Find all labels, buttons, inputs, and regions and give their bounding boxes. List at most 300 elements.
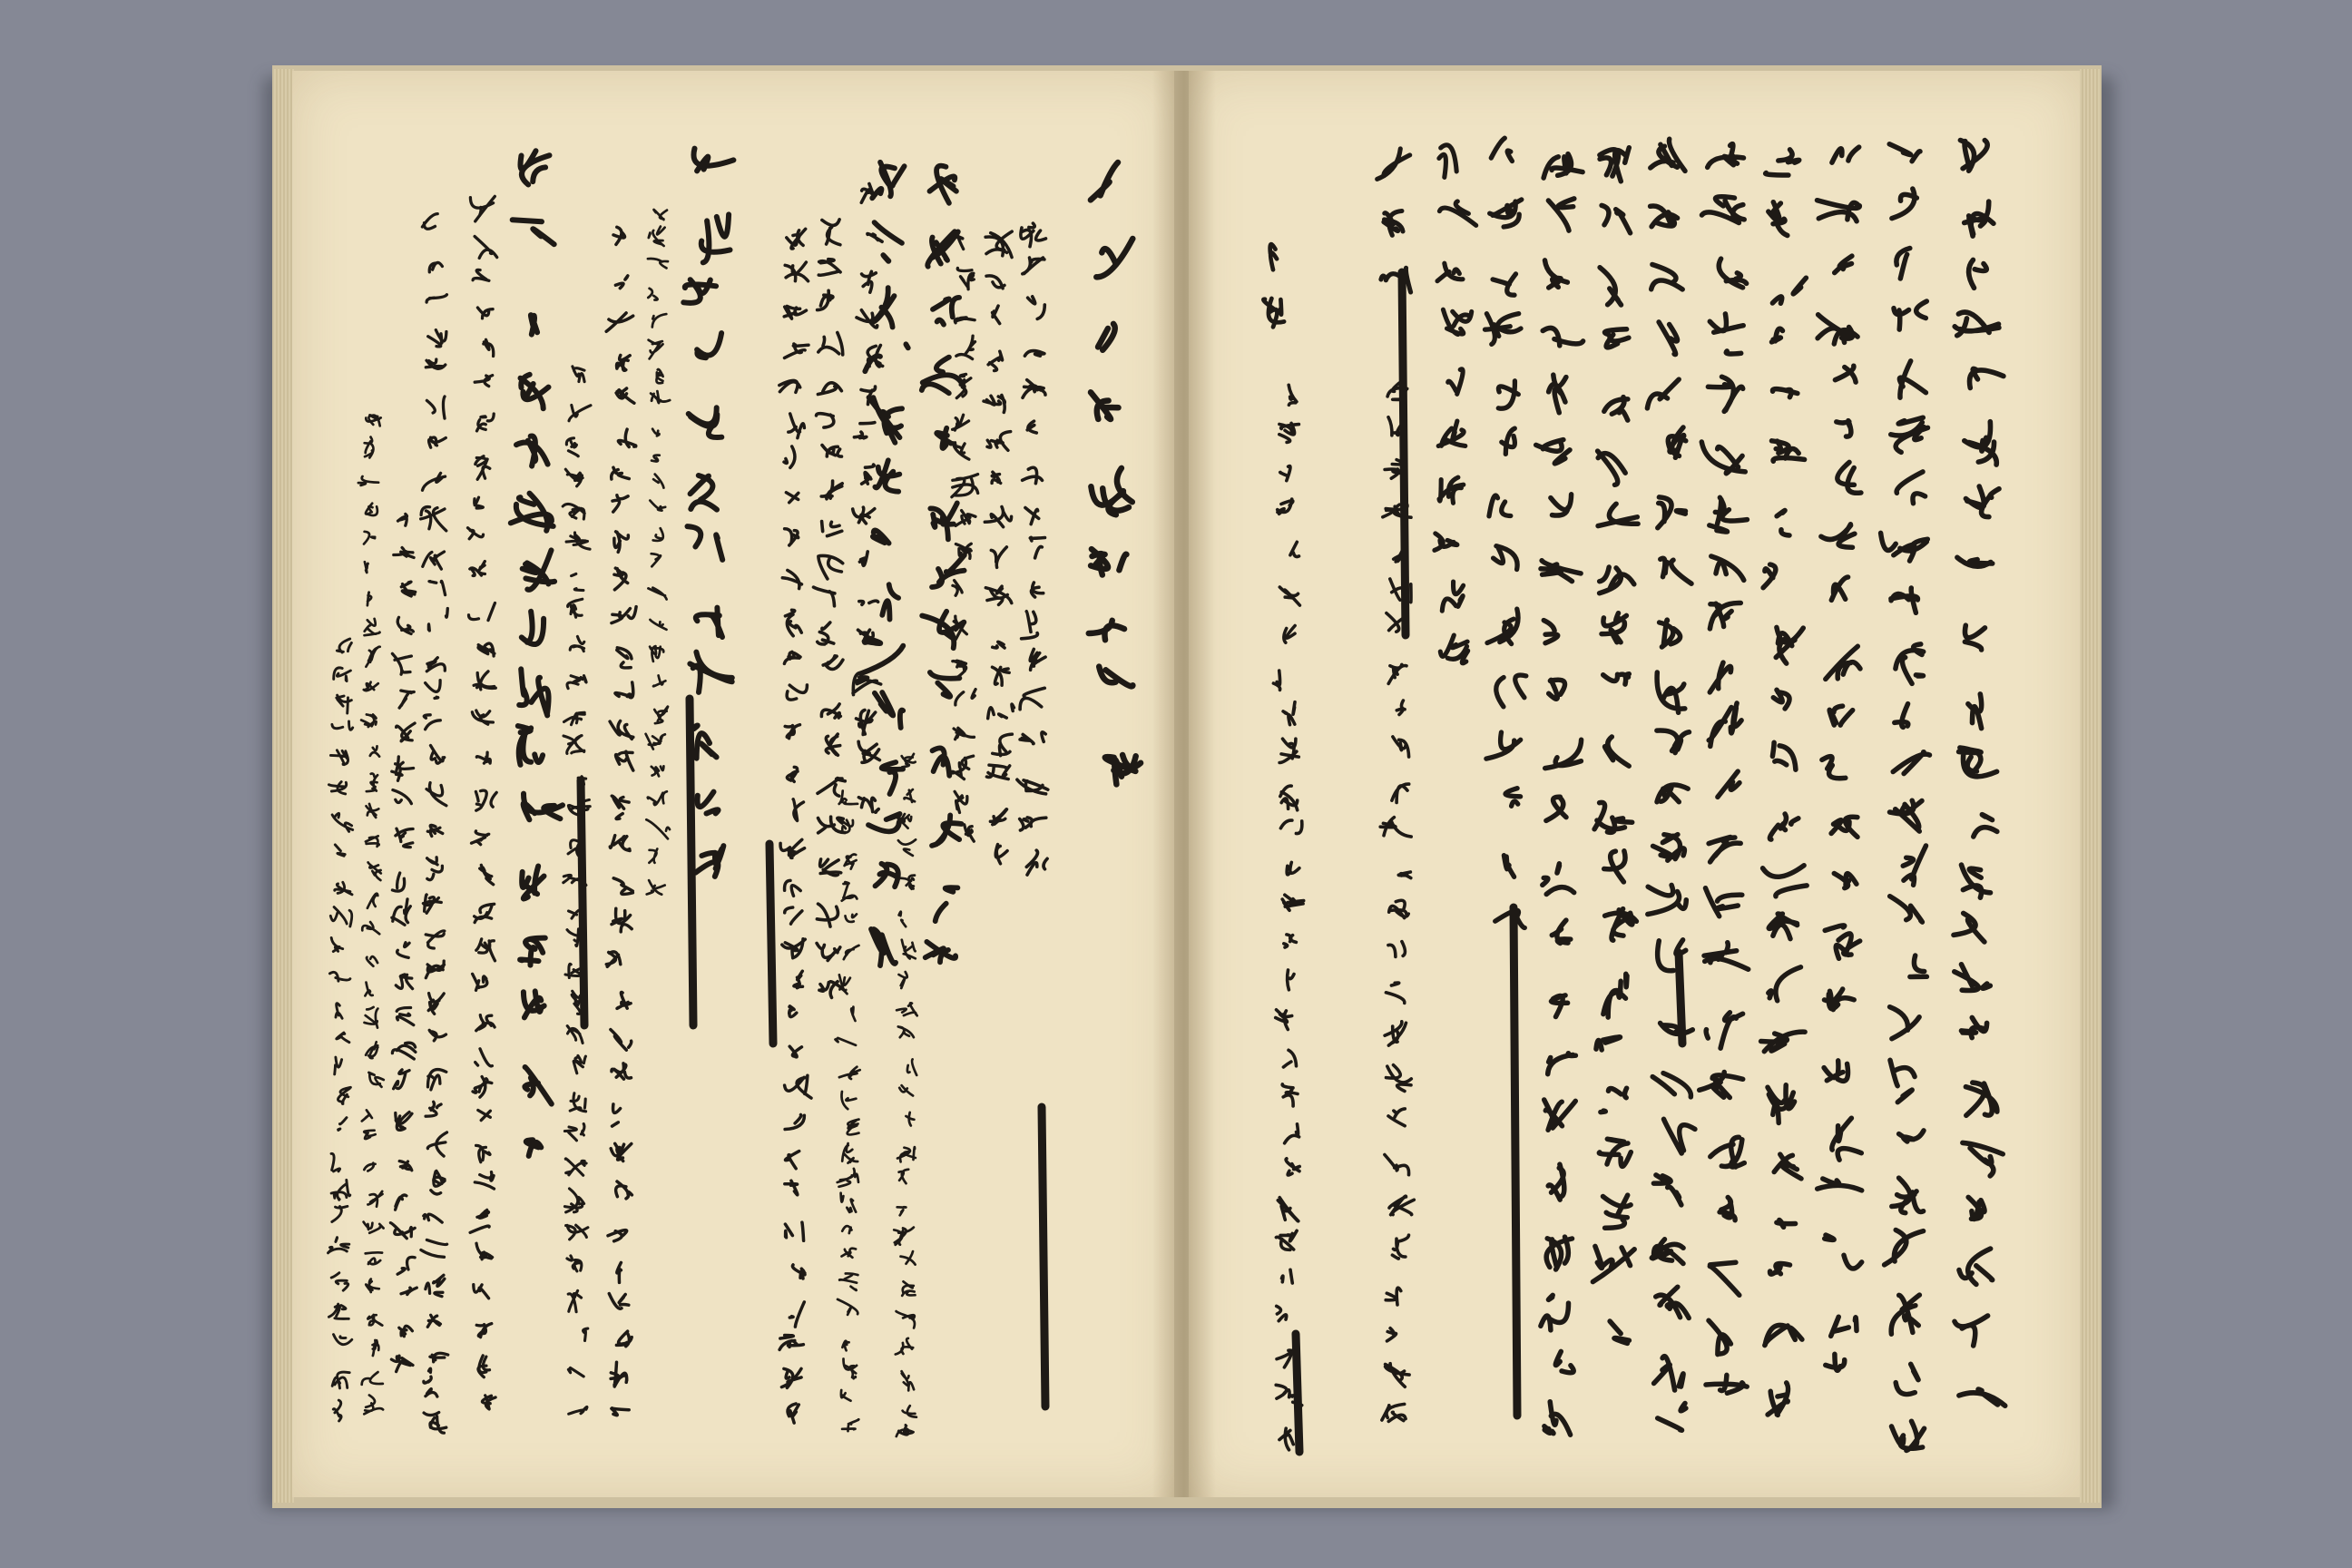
handwritten-glyph [1661,1024,1693,1034]
handwritten-glyph [782,939,806,958]
handwritten-glyph [566,533,590,549]
handwritten-glyph [1091,468,1132,514]
handwritten-glyph [362,922,379,934]
left-text-column-6 [922,166,965,963]
handwritten-glyph [954,728,974,739]
handwritten-glyph [1772,441,1805,462]
handwritten-glyph [1837,421,1851,436]
handwritten-glyph [1896,472,1925,504]
handwritten-glyph [476,939,495,961]
handwritten-glyph [955,318,975,323]
handwritten-glyph [1959,748,1997,777]
handwritten-glyph [1091,162,1118,200]
handwritten-glyph [844,946,859,959]
handwritten-glyph [875,692,903,728]
handwritten-glyph [392,1043,416,1059]
handwritten-glyph [1892,1178,1924,1213]
handwritten-glyph [364,532,375,544]
handwritten-glyph [882,762,903,794]
handwritten-glyph [965,825,975,841]
handwritten-glyph [691,475,717,510]
handwritten-glyph [653,528,663,541]
handwritten-glyph [1825,1235,1862,1269]
handwritten-glyph [653,675,665,686]
handwritten-glyph [1657,672,1685,712]
handwritten-glyph [397,723,416,741]
handwritten-glyph [1388,942,1406,957]
handwritten-glyph [1279,739,1298,762]
handwritten-glyph [522,867,544,899]
handwritten-glyph [656,369,662,383]
handwritten-glyph [1668,427,1686,457]
handwritten-glyph [1393,737,1409,757]
handwritten-glyph [475,237,497,259]
handwritten-glyph [1968,694,1982,729]
handwritten-glyph [364,1163,375,1171]
left-text-column-14 [606,227,636,1415]
handwritten-glyph [392,653,411,674]
handwritten-glyph [697,333,721,358]
handwritten-glyph [568,1290,581,1311]
handwritten-glyph [1105,755,1141,784]
left-text-column-8 [853,184,883,813]
handwritten-glyph [427,1315,440,1327]
handwritten-glyph [364,1222,384,1233]
handwritten-glyph [904,789,915,802]
handwritten-glyph [952,475,978,497]
handwritten-glyph [1955,965,1991,991]
handwritten-glyph [1702,197,1745,223]
handwritten-glyph [650,501,665,511]
handwritten-glyph [986,765,1009,779]
strike-through-mark [690,699,693,1025]
handwritten-glyph [993,667,1010,685]
handwritten-glyph [614,568,628,590]
handwritten-glyph [398,514,407,526]
handwritten-glyph [1278,1198,1298,1221]
handwritten-glyph [426,359,446,368]
handwritten-glyph [337,1033,349,1043]
handwritten-glyph [608,1230,627,1241]
handwritten-glyph [1768,1383,1788,1416]
handwritten-glyph [365,983,372,996]
handwritten-glyph [875,460,899,491]
handwritten-glyph [1708,144,1744,168]
handwritten-glyph [818,333,843,356]
handwritten-glyph [689,407,722,437]
handwritten-glyph [1605,909,1637,941]
handwritten-glyph [429,262,442,272]
handwritten-glyph [1895,704,1908,728]
handwritten-glyph [1280,786,1298,810]
handwritten-glyph [896,1338,913,1355]
handwritten-glyph [1710,497,1748,532]
handwritten-glyph [1273,671,1279,690]
handwritten-glyph [906,1112,914,1126]
handwritten-glyph [1389,1196,1414,1214]
handwritten-glyph [609,1294,629,1309]
handwritten-glyph [337,639,351,652]
handwritten-glyph [373,1340,379,1356]
handwritten-glyph [572,991,580,1014]
handwritten-glyph [1773,690,1789,709]
handwritten-glyph [611,1362,627,1387]
handwritten-glyph [329,972,350,981]
handwritten-glyph [873,530,889,543]
handwritten-glyph [1903,846,1926,885]
handwritten-glyph [475,456,490,480]
handwritten-glyph [842,1341,848,1351]
handwritten-glyph [1386,983,1404,1003]
handwritten-glyph [1498,381,1518,408]
handwritten-glyph [334,1335,352,1345]
handwritten-glyph [1546,797,1566,820]
handwritten-glyph [476,1243,493,1259]
handwritten-glyph [867,234,882,242]
handwritten-glyph [392,899,410,925]
handwritten-glyph [524,991,544,1017]
handwritten-glyph [1831,1317,1857,1336]
handwritten-glyph [1091,392,1118,419]
right-text-column-8 [1536,154,1583,1436]
handwritten-glyph [843,1359,857,1379]
handwritten-glyph [1710,662,1730,692]
handwritten-glyph [869,397,903,443]
handwritten-glyph [1885,1230,1924,1265]
handwritten-glyph [1278,499,1293,514]
handwritten-glyph [1282,1269,1293,1283]
handwritten-glyph [1774,1154,1801,1179]
handwritten-glyph [984,396,1004,413]
handwritten-glyph [368,1073,383,1087]
right-text-column-12 [1380,383,1414,1421]
handwritten-glyph [1765,1325,1802,1345]
handwritten-glyph [612,1063,632,1079]
handwritten-glyph [986,276,1004,289]
handwritten-glyph [956,690,975,705]
handwritten-glyph [477,414,495,431]
handwritten-glyph [337,695,352,713]
handwritten-glyph [898,839,916,856]
handwritten-glyph [1892,1421,1925,1450]
handwritten-glyph [399,691,414,708]
handwritten-glyph [789,1302,804,1327]
handwritten-glyph [1536,440,1570,464]
right-text-column-1 [1954,141,2005,1406]
handwritten-glyph [985,507,1011,527]
handwritten-glyph [334,668,351,681]
handwritten-glyph [1604,397,1628,421]
handwritten-glyph [1017,779,1048,794]
handwritten-glyph [842,1226,851,1233]
handwritten-glyph [1020,688,1044,710]
handwritten-glyph [1490,200,1522,227]
handwritten-glyph [1279,587,1299,605]
handwritten-glyph [1960,141,1987,172]
handwritten-glyph [779,1336,803,1350]
handwritten-glyph [469,603,495,620]
handwritten-glyph [1496,675,1526,707]
handwritten-glyph [897,1207,906,1215]
handwritten-glyph [1596,1037,1620,1050]
handwritten-glyph [993,734,1013,756]
handwritten-glyph [789,1006,797,1017]
handwritten-glyph [1387,1065,1412,1092]
handwritten-glyph [1600,148,1629,181]
handwritten-glyph [1955,312,1999,336]
handwritten-glyph [1832,147,1859,162]
handwritten-glyph [328,782,346,794]
handwritten-glyph [1437,263,1463,281]
handwritten-glyph [1377,149,1410,180]
handwritten-glyph [568,1367,583,1377]
handwritten-glyph [1955,1316,1988,1346]
handwritten-glyph [696,608,722,637]
handwritten-glyph [566,438,578,456]
handwritten-glyph [1818,1179,1862,1191]
handwritten-glyph [426,931,445,948]
handwritten-glyph [817,904,838,926]
handwritten-glyph [650,620,666,630]
handwritten-glyph [1600,268,1621,305]
right-text-column-10 [1435,145,1476,663]
handwritten-glyph [821,481,842,499]
handwritten-glyph [364,1131,376,1139]
handwritten-glyph [784,446,795,468]
handwritten-glyph [370,746,379,756]
handwritten-glyph [565,469,583,486]
handwritten-glyph [927,231,958,267]
handwritten-glyph [1660,620,1681,647]
handwritten-glyph [854,423,875,438]
handwritten-glyph [511,494,554,531]
handwritten-glyph [858,741,879,762]
handwritten-glyph [784,306,806,318]
handwritten-glyph [1279,423,1299,442]
handwritten-glyph [1283,1050,1296,1067]
handwritten-glyph [368,1191,382,1207]
right-text-column-6 [1647,139,1695,1430]
handwritten-glyph [1384,211,1403,236]
handwritten-glyph [1282,895,1304,910]
handwritten-glyph [1651,265,1683,289]
right-page-handwriting [1263,138,2004,1452]
handwritten-glyph [1284,626,1295,643]
handwritten-glyph [649,849,657,863]
handwritten-glyph [332,1206,348,1221]
left-text-column-11 [779,229,811,1423]
handwritten-glyph [1502,428,1515,454]
handwritten-glyph [785,529,799,545]
handwritten-glyph [424,1214,442,1222]
handwritten-glyph [1959,1249,1993,1284]
handwritten-glyph [1652,1073,1690,1097]
handwritten-glyph [429,1030,446,1041]
handwritten-glyph [818,290,833,309]
handwritten-glyph [1098,324,1115,350]
handwritten-glyph [367,804,379,818]
handwritten-glyph [1826,1354,1845,1370]
handwritten-glyph [482,1396,495,1409]
handwritten-glyph [477,308,493,318]
handwritten-glyph [473,1077,492,1098]
handwritten-glyph [1772,278,1806,303]
handwritten-glyph [936,887,958,921]
handwritten-glyph [1896,644,1924,684]
handwritten-glyph [1605,737,1630,766]
handwritten-glyph [335,845,345,856]
handwritten-glyph [985,231,1012,258]
handwritten-glyph [470,562,485,576]
handwritten-glyph [1381,268,1411,292]
handwritten-glyph [876,864,898,887]
handwritten-glyph [1896,249,1910,279]
handwritten-glyph [930,672,960,697]
handwritten-glyph [862,465,875,484]
handwritten-glyph [988,704,1014,719]
handwritten-glyph [1089,621,1124,640]
handwritten-glyph [1772,742,1796,769]
handwritten-glyph [1763,866,1808,897]
handwritten-glyph [1443,309,1471,334]
handwritten-glyph [470,196,495,221]
handwritten-glyph [841,1390,851,1401]
handwritten-glyph [1599,1139,1631,1166]
handwritten-glyph [899,1170,909,1184]
handwritten-glyph [1602,613,1626,642]
handwritten-glyph [696,846,724,877]
handwritten-glyph [1552,995,1568,1017]
handwritten-glyph [1545,260,1568,288]
handwritten-glyph [1709,838,1740,862]
handwritten-glyph [427,825,443,836]
handwritten-glyph [518,726,543,765]
handwritten-glyph [426,658,445,671]
handwritten-glyph [646,734,665,750]
handwritten-glyph [1769,967,1801,1001]
handwritten-glyph [338,1087,350,1103]
handwritten-glyph [1891,417,1928,452]
handwritten-glyph [1654,1357,1683,1390]
handwritten-glyph [616,751,633,770]
handwritten-glyph [985,586,1012,604]
handwritten-glyph [362,1372,383,1385]
handwritten-glyph [649,340,663,359]
handwritten-glyph [573,1055,585,1073]
handwritten-glyph [365,562,368,573]
handwritten-glyph [902,1281,915,1296]
handwritten-glyph [987,432,1011,451]
handwritten-glyph [1544,1402,1571,1436]
handwritten-glyph [567,1026,583,1044]
handwritten-glyph [839,791,858,805]
handwritten-glyph [426,1102,441,1116]
handwritten-glyph [606,313,633,331]
handwritten-glyph [899,912,906,927]
handwritten-glyph [1657,785,1688,802]
handwritten-glyph [365,619,380,635]
handwritten-glyph [476,752,490,763]
handwritten-glyph [1282,1084,1298,1106]
handwritten-glyph [789,1046,801,1057]
handwritten-glyph [1825,989,1855,1010]
handwritten-glyph [787,685,807,700]
handwritten-glyph [399,1326,413,1336]
handwritten-glyph [842,1249,857,1258]
handwritten-glyph [793,799,803,821]
handwritten-glyph [1028,297,1045,319]
handwritten-glyph [1386,1364,1410,1387]
handwritten-glyph [572,573,583,590]
handwritten-glyph [648,259,668,268]
handwritten-glyph [476,1145,490,1161]
handwritten-glyph [1031,583,1043,597]
handwritten-glyph [428,609,447,632]
handwritten-glyph [1504,856,1514,877]
handwritten-glyph [1284,935,1297,947]
handwritten-glyph [930,166,956,203]
handwritten-glyph [1831,577,1847,600]
handwritten-glyph [1440,635,1467,663]
handwritten-glyph [526,1140,542,1156]
handwritten-glyph [612,1408,629,1416]
handwritten-glyph [955,791,967,812]
handwritten-glyph [1656,1287,1690,1318]
handwritten-glyph [818,260,840,276]
handwritten-glyph [785,262,808,281]
handwritten-glyph [786,493,798,503]
right-text-column-9 [1485,138,1526,927]
handwritten-glyph [785,1181,798,1195]
handwritten-glyph [1544,154,1583,179]
handwritten-glyph [899,1085,913,1095]
handwritten-glyph [615,276,627,289]
handwritten-glyph [426,1275,445,1297]
handwritten-glyph [1894,301,1926,329]
left-text-column-21 [328,639,353,1421]
handwritten-glyph [366,415,380,426]
handwritten-glyph [520,938,545,965]
left-page-handwriting [328,149,1142,1436]
handwritten-glyph [476,1015,495,1031]
handwritten-glyph [426,397,445,418]
handwritten-glyph [368,1315,382,1326]
handwritten-glyph [901,1251,916,1265]
handwritten-glyph [882,584,898,619]
left-text-column-16 [511,151,563,1156]
handwritten-glyph [1761,1032,1806,1052]
handwritten-glyph [428,330,446,347]
handwritten-glyph [1710,1262,1740,1295]
handwritten-glyph [992,472,1001,483]
handwritten-glyph [569,405,591,420]
handwritten-glyph [1485,314,1522,345]
handwritten-glyph [1769,914,1797,939]
handwritten-glyph [1658,497,1686,528]
handwritten-glyph [1546,1237,1572,1269]
handwritten-glyph [1965,625,1984,650]
handwritten-glyph [1382,1404,1406,1421]
handwritten-glyph [616,1181,632,1199]
handwritten-glyph [1439,477,1464,503]
handwritten-glyph [1027,421,1036,433]
handwritten-glyph [781,1368,801,1387]
handwritten-glyph [897,1311,915,1328]
handwritten-glyph [956,336,975,359]
handwritten-glyph [842,1419,858,1431]
handwritten-glyph [653,210,667,220]
handwritten-glyph [392,757,414,780]
